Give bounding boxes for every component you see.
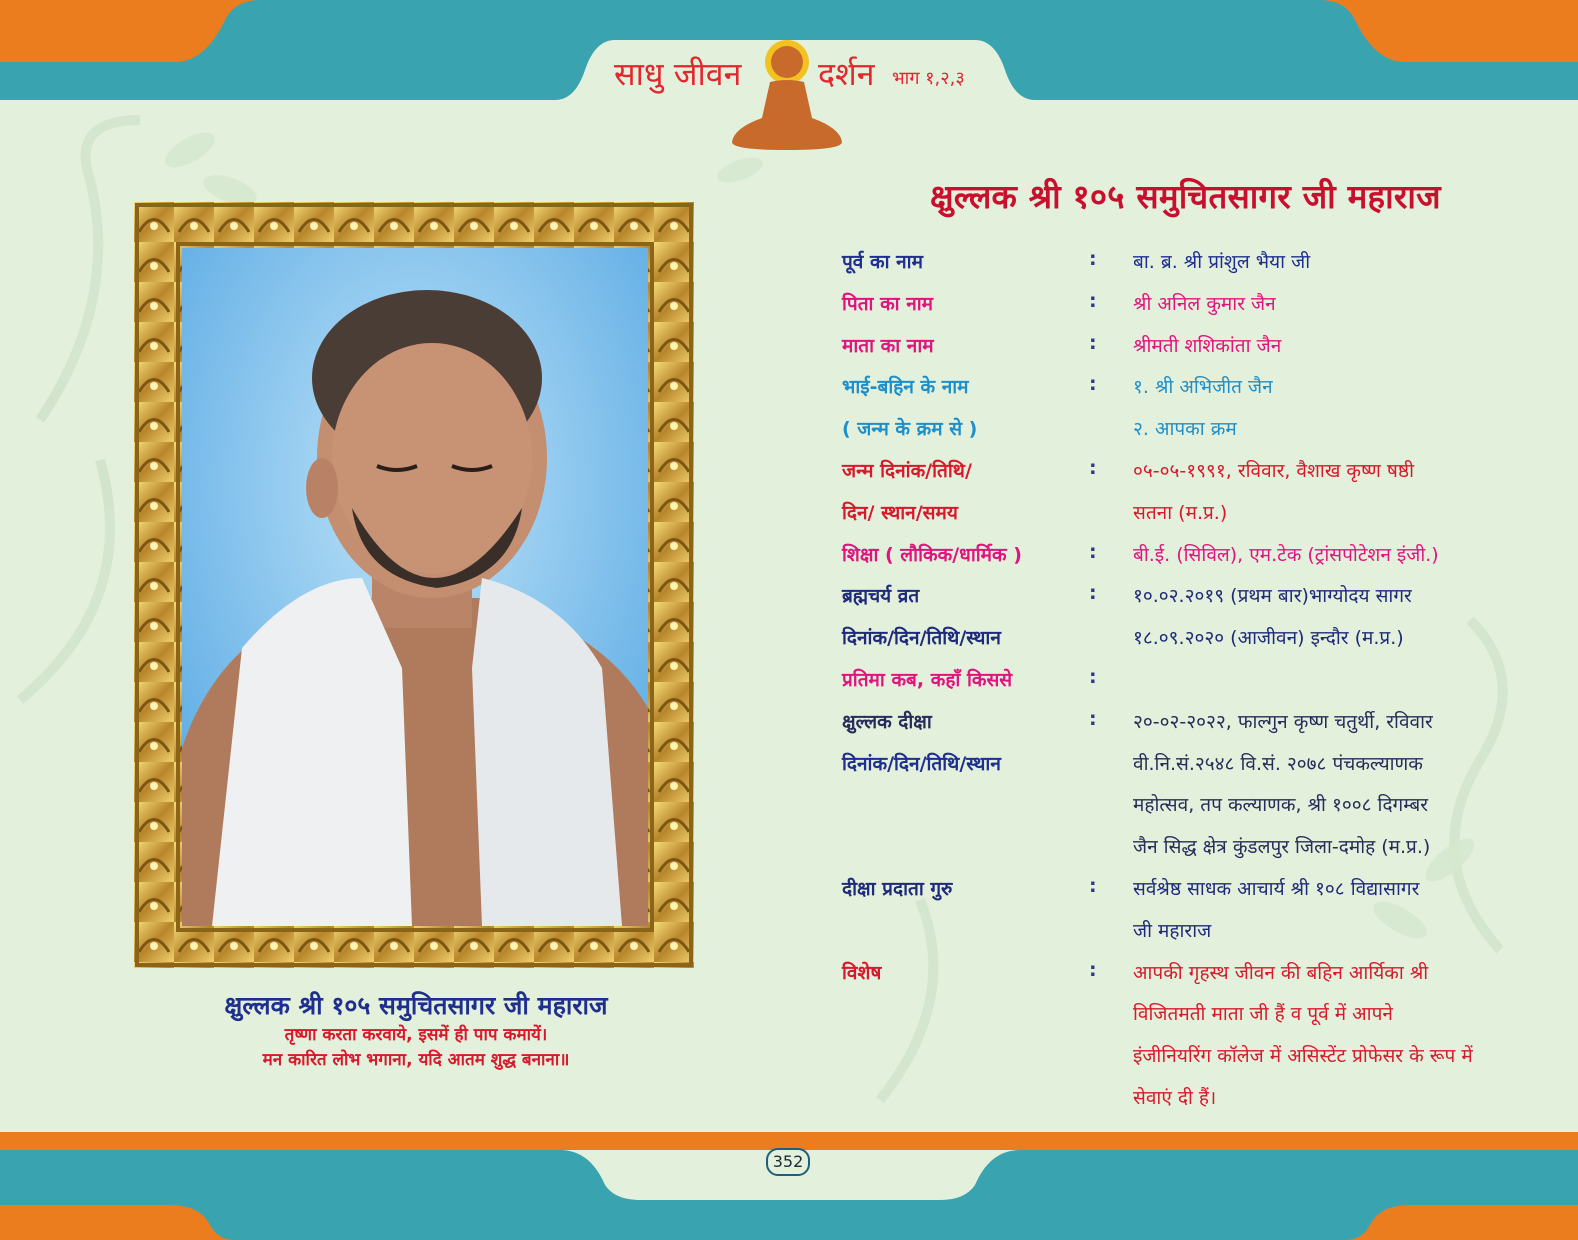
detail-colon: : bbox=[1089, 541, 1097, 563]
detail-value: १०.०२.२०१९ (प्रथम बार)भाग्योदय सागर bbox=[1133, 585, 1412, 607]
detail-label: ब्रह्मचर्य व्रत bbox=[842, 585, 920, 607]
detail-label: पिता का नाम bbox=[842, 293, 934, 315]
detail-value: २. आपका क्रम bbox=[1133, 418, 1237, 440]
detail-colon: : bbox=[1089, 457, 1097, 479]
page-number: 352 bbox=[766, 1148, 810, 1176]
detail-colon: : bbox=[1089, 875, 1097, 897]
detail-colon: : bbox=[1089, 373, 1097, 395]
detail-label: दिनांक/दिन/तिथि/स्थान bbox=[842, 753, 1001, 775]
detail-value: जी महाराज bbox=[1133, 920, 1212, 942]
detail-colon: : bbox=[1089, 708, 1097, 730]
detail-value: श्रीमती शशिकांता जैन bbox=[1133, 335, 1282, 357]
detail-colon: : bbox=[1089, 666, 1097, 688]
detail-value: वी.नि.सं.२५४८ वि.सं. २०७८ पंचकल्याणक bbox=[1133, 753, 1423, 775]
detail-value: १. श्री अभिजीत जैन bbox=[1133, 376, 1273, 398]
header-title-left: साधु जीवन bbox=[614, 55, 742, 93]
detail-colon: : bbox=[1089, 332, 1097, 354]
detail-label: जन्म दिनांक/तिथि/ bbox=[842, 460, 972, 482]
detail-value: ०५-०५-१९९१, रविवार, वैशाख कृष्ण षष्ठी bbox=[1133, 460, 1414, 482]
detail-value: सेवाएं दी हैं। bbox=[1133, 1087, 1217, 1109]
detail-colon: : bbox=[1089, 248, 1097, 270]
detail-label: प्रतिमा कब, कहाँ किससे bbox=[842, 669, 1013, 691]
detail-label: दीक्षा प्रदाता गुरु bbox=[842, 878, 953, 900]
main-heading: क्षुल्लक श्री १०५ समुचितसागर जी महाराज bbox=[930, 177, 1441, 216]
caption-verse-line-2: मन कारित लोभ भगाना, यदि आतम शुद्ध बनाना॥ bbox=[262, 1050, 570, 1070]
detail-value: महोत्सव, तप कल्याणक, श्री १००८ दिगम्बर bbox=[1133, 794, 1429, 816]
detail-label: क्षुल्लक दीक्षा bbox=[842, 711, 932, 733]
caption-verse-line-1: तृष्णा करता करवाये, इसमें ही पाप कमायें। bbox=[284, 1025, 548, 1045]
detail-colon: : bbox=[1089, 582, 1097, 604]
photo-caption-name: क्षुल्लक श्री १०५ समुचितसागर जी महाराज bbox=[224, 991, 608, 1020]
detail-label: दिन/ स्थान/समय bbox=[842, 502, 958, 524]
detail-label: विशेष bbox=[842, 962, 882, 984]
detail-value: बा. ब्र. श्री प्रांशुल भैया जी bbox=[1133, 251, 1311, 273]
detail-colon: : bbox=[1089, 290, 1097, 312]
detail-value: इंजीनियरिंग कॉलेज में असिस्टेंट प्रोफेसर के रूप में bbox=[1133, 1045, 1473, 1067]
detail-value: जैन सिद्ध क्षेत्र कुंडलपुर जिला-दमोह (म.प्र.) bbox=[1133, 836, 1431, 858]
detail-value: विजितमती माता जी हैं व पूर्व में आपने bbox=[1133, 1003, 1393, 1025]
detail-label: भाई-बहिन के नाम bbox=[842, 376, 969, 398]
detail-label: माता का नाम bbox=[842, 335, 934, 357]
detail-label: दिनांक/दिन/तिथि/स्थान bbox=[842, 627, 1001, 649]
detail-value: २०-०२-२०२२, फाल्गुन कृष्ण चतुर्थी, रविवार bbox=[1133, 711, 1433, 733]
detail-value: बी.ई. (सिविल), एम.टेक (ट्रांसपोटेशन इंजी.) bbox=[1133, 544, 1439, 566]
detail-label: शिक्षा ( लौकिक/धार्मिक ) bbox=[842, 544, 1022, 566]
detail-value: सतना (म.प्र.) bbox=[1133, 502, 1228, 524]
detail-label: ( जन्म के क्रम से ) bbox=[842, 418, 978, 440]
header-subtitle: भाग १,२,३ bbox=[892, 68, 965, 89]
detail-value: आपकी गृहस्थ जीवन की बहिन आर्यिका श्री bbox=[1133, 962, 1429, 984]
detail-value: श्री अनिल कुमार जैन bbox=[1133, 293, 1276, 315]
detail-colon: : bbox=[1089, 959, 1097, 981]
portrait-photo bbox=[182, 248, 648, 926]
detail-label: पूर्व का नाम bbox=[842, 251, 923, 273]
detail-value: सर्वश्रेष्ठ साधक आचार्य श्री १०८ विद्यासागर bbox=[1133, 878, 1420, 900]
header-title-right: दर्शन bbox=[818, 55, 875, 93]
detail-value: १८.०९.२०२० (आजीवन) इन्दौर (म.प्र.) bbox=[1133, 627, 1404, 649]
